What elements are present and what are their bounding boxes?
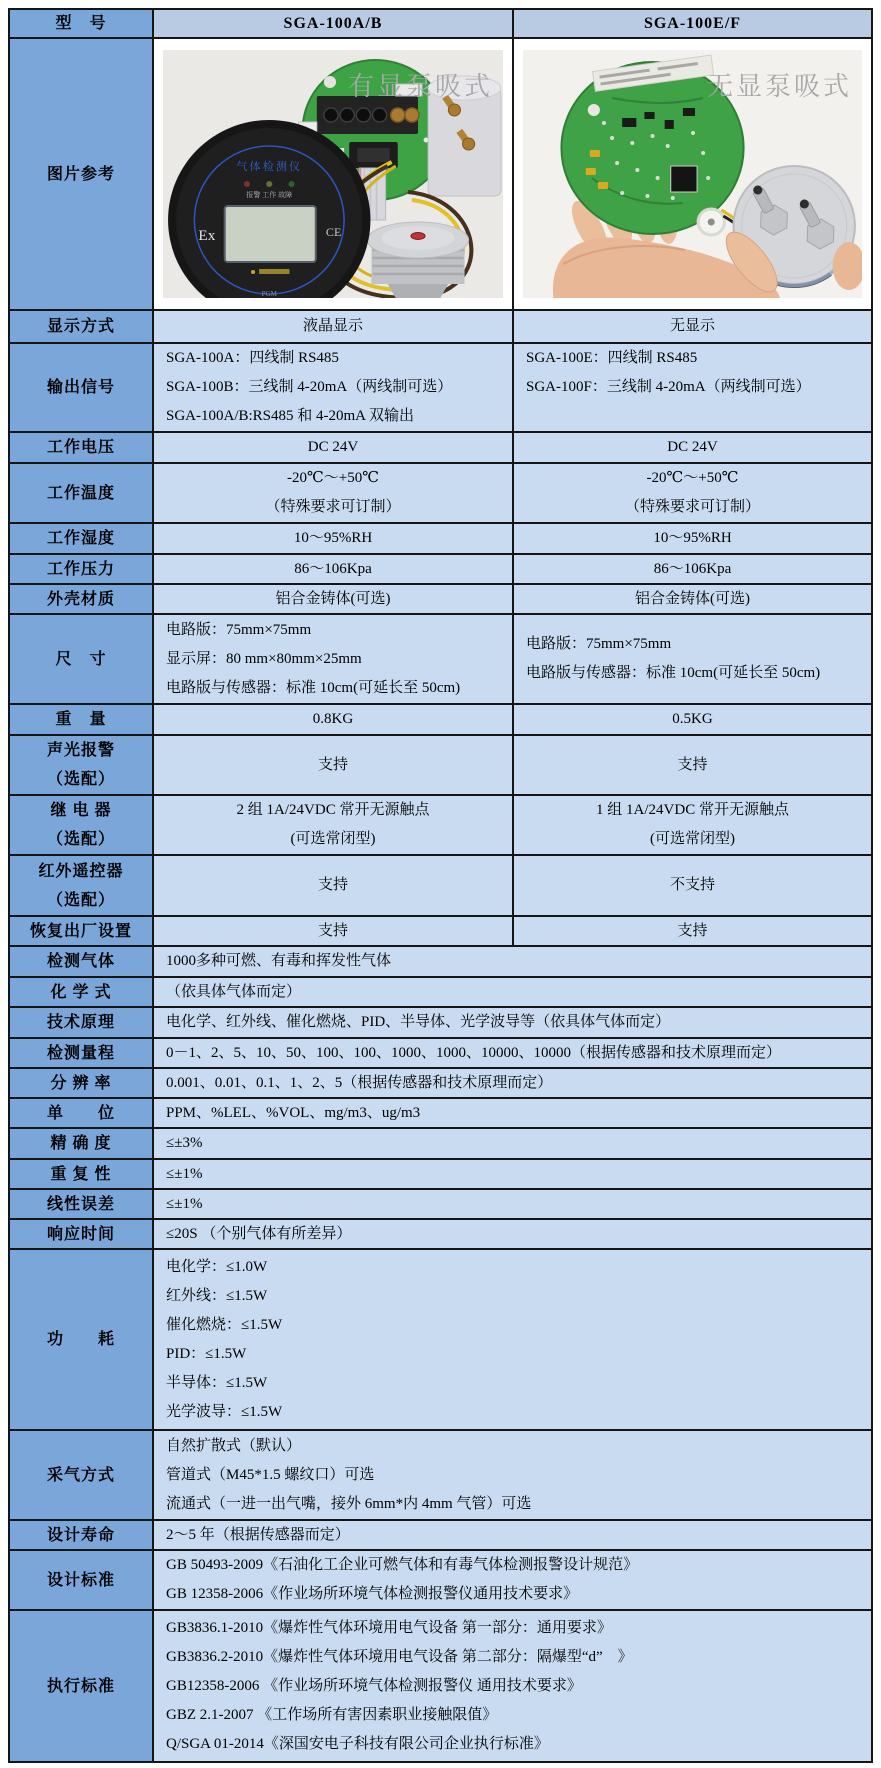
row-pressure-a: 86～106Kpa — [153, 554, 513, 584]
row-display-mode-label: 显示方式 — [9, 310, 153, 343]
detector-title: 气体检测仪 — [236, 161, 303, 173]
output-b-line: SGA-100F：三线制 4-20mA（两线制可选） — [526, 379, 811, 395]
row-resolution — [9, 1068, 872, 1098]
row-chemical-formula-label: 化 学 式 — [9, 977, 153, 1007]
size-a-line: 电路版与传感器：标准 10cm(可延长至 50cm) — [166, 679, 461, 696]
row-ir-remote-b: 不支持 — [513, 855, 872, 916]
row-factory-reset-label: 恢复出厂设置 — [9, 916, 153, 946]
row-repeatability-value: ≤±1% — [153, 1159, 872, 1189]
model-a-header: SGA-100A/B — [153, 9, 513, 38]
photo-cell-a — [153, 38, 513, 310]
row-ir-remote — [9, 855, 872, 916]
size-b-line: 电路版：75mm×75mm — [526, 636, 672, 652]
row-voltage-b: DC 24V — [513, 432, 872, 463]
temperature-line: -20℃～+50℃ — [646, 470, 739, 486]
row-shell-material-label: 外壳材质 — [9, 584, 153, 614]
product-photo-a — [163, 50, 503, 298]
alarm-label-line: （选配） — [46, 771, 115, 788]
row-unit-value: PPM、%LEL、%VOL、mg/m3、ug/m3 — [153, 1098, 872, 1128]
row-temperature-b — [513, 463, 872, 523]
detector-pgm-label: PGM — [261, 290, 277, 298]
alarm-label-line: 声光报警 — [46, 742, 115, 759]
watermark-no-display: 无显泵吸式 — [706, 72, 852, 101]
row-temperature — [9, 463, 872, 523]
row-detected-gases — [9, 946, 872, 977]
row-accuracy-label: 精 确 度 — [9, 1128, 153, 1159]
row-factory-reset-a: 支持 — [153, 916, 513, 946]
row-repeatability-label: 重 复 性 — [9, 1159, 153, 1189]
row-shell-material-a: 铝合金铸体(可选) — [153, 584, 513, 614]
row-humidity — [9, 523, 872, 554]
exec-standard-line: GB12358-2006 《作业场所环境气体检测报警仪 通用技术要求》 — [166, 1677, 582, 1694]
row-voltage-label: 工作电压 — [9, 432, 153, 463]
power-line: 电化学：≤1.0W — [166, 1258, 268, 1275]
row-size — [9, 614, 872, 704]
row-accuracy-value: ≤±3% — [153, 1128, 872, 1159]
row-detection-range-value: 0－1、2、5、10、50、100、100、1000、1000、10000、10000（根据传感器和技术原理而定） — [153, 1038, 872, 1068]
row-response-time — [9, 1219, 872, 1249]
row-power-consumption-label: 功 耗 — [9, 1249, 153, 1430]
row-accuracy — [9, 1128, 872, 1159]
row-exec-standard-value — [153, 1610, 872, 1762]
row-ir-remote-a: 支持 — [153, 855, 513, 916]
row-size-label: 尺 寸 — [9, 614, 153, 704]
relay-a-line: 2 组 1A/24VDC 常开无源触点 — [236, 802, 430, 818]
model-header-label: 型 号 — [9, 9, 153, 38]
sampling-line: 自然扩散式（默认） — [166, 1437, 302, 1454]
row-resolution-label: 分 辨 率 — [9, 1068, 153, 1098]
row-temperature-a — [153, 463, 513, 523]
row-sound-light-alarm-label — [9, 735, 153, 795]
detector-ex-mark: Ex — [198, 228, 216, 244]
power-line: 红外线：≤1.5W — [166, 1287, 268, 1304]
row-humidity-a: 10～95%RH — [153, 523, 513, 554]
row-linearity-error-value: ≤±1% — [153, 1189, 872, 1219]
row-voltage — [9, 432, 872, 463]
power-line: 半导体：≤1.5W — [166, 1374, 268, 1391]
row-exec-standard — [9, 1610, 872, 1762]
row-chemical-formula-value: （依具体气体而定） — [153, 977, 872, 1007]
temperature-line: （特殊要求可订制） — [265, 499, 401, 515]
relay-a-line: (可选常闭型) — [290, 831, 376, 847]
row-weight-label: 重 量 — [9, 704, 153, 735]
row-factory-reset-b: 支持 — [513, 916, 872, 946]
row-ir-remote-label — [9, 855, 153, 916]
row-size-b — [513, 614, 872, 704]
power-line: PID：≤1.5W — [166, 1345, 247, 1362]
row-exec-standard-label: 执行标准 — [9, 1610, 153, 1762]
row-response-time-value: ≤20S （个别气体有所差异） — [153, 1219, 872, 1249]
row-sampling-method-value — [153, 1430, 872, 1520]
row-sound-light-alarm — [9, 735, 872, 795]
photo-row — [9, 38, 872, 310]
row-temperature-label: 工作温度 — [9, 463, 153, 523]
row-tech-principle-label: 技术原理 — [9, 1007, 153, 1038]
row-sound-light-alarm-a: 支持 — [153, 735, 513, 795]
row-relay-a — [153, 795, 513, 855]
temperature-line: （特殊要求可订制） — [624, 499, 760, 515]
output-a-line: SGA-100A/B:RS485 和 4-20mA 双输出 — [166, 408, 414, 424]
row-repeatability — [9, 1159, 872, 1189]
row-humidity-label: 工作湿度 — [9, 523, 153, 554]
row-relay — [9, 795, 872, 855]
row-display-mode-b: 无显示 — [513, 310, 872, 343]
row-pressure-label: 工作压力 — [9, 554, 153, 584]
size-a-line: 电路版：75mm×75mm — [166, 621, 312, 638]
output-a-line: SGA-100A：四线制 RS485 — [166, 350, 339, 366]
row-unit-label: 单 位 — [9, 1098, 153, 1128]
product-photo-b — [523, 50, 862, 298]
row-relay-label — [9, 795, 153, 855]
row-size-a — [153, 614, 513, 704]
row-factory-reset — [9, 916, 872, 946]
row-response-time-label: 响应时间 — [9, 1219, 153, 1249]
row-power-consumption-value — [153, 1249, 872, 1430]
row-tech-principle-value: 电化学、红外线、催化燃烧、PID、半导体、光学波导等（依具体气体而定） — [153, 1007, 872, 1038]
row-detected-gases-value: 1000多种可燃、有毒和挥发性气体 — [153, 946, 872, 977]
row-shell-material-b: 铝合金铸体(可选) — [513, 584, 872, 614]
power-line: 光学波导：≤1.5W — [166, 1403, 283, 1420]
row-display-mode-a: 液晶显示 — [153, 310, 513, 343]
row-tech-principle — [9, 1007, 872, 1038]
row-voltage-a: DC 24V — [153, 432, 513, 463]
relay-label-line: （选配） — [46, 831, 115, 848]
row-weight — [9, 704, 872, 735]
design-standard-line: GB 12358-2006《作业场所环境气体检测报警仪通用技术要求》 — [166, 1586, 579, 1602]
row-shell-material — [9, 584, 872, 614]
row-unit — [9, 1098, 872, 1128]
row-sound-light-alarm-b: 支持 — [513, 735, 872, 795]
row-linearity-error-label: 线性误差 — [9, 1189, 153, 1219]
row-design-standard-value — [153, 1550, 872, 1610]
row-design-standard — [9, 1550, 872, 1610]
row-pressure — [9, 554, 872, 584]
exec-standard-line: GB3836.2-2010《爆炸性气体环境用电气设备 第二部分：隔爆型“d” 》 — [166, 1648, 633, 1665]
watermark-with-display: 有显泵吸式 — [347, 72, 493, 101]
size-a-line: 显示屏：80 mm×80mm×25mm — [166, 650, 362, 667]
output-a-line: SGA-100B：三线制 4-20mA（两线制可选） — [166, 379, 453, 395]
row-display-mode — [9, 310, 872, 343]
exec-standard-line: GB3836.1-2010《爆炸性气体环境用电气设备 第一部分：通用要求》 — [166, 1619, 612, 1636]
sampling-line: 流通式（一进一出气嘴，接外 6mm*内 4mm 气管）可选 — [166, 1495, 532, 1512]
header-row — [9, 9, 872, 38]
row-output-signal-a — [153, 343, 513, 432]
row-detection-range — [9, 1038, 872, 1068]
row-output-signal-label: 输出信号 — [9, 343, 153, 432]
relay-b-line: 1 组 1A/24VDC 常开无源触点 — [596, 802, 789, 818]
exec-standard-line: GBZ 2.1-2007 《工作场所有害因素职业接触限值》 — [166, 1706, 498, 1723]
row-linearity-error — [9, 1189, 872, 1219]
row-power-consumption — [9, 1249, 872, 1430]
sampling-line: 管道式（M45*1.5 螺纹口）可选 — [166, 1466, 375, 1483]
row-chemical-formula — [9, 977, 872, 1007]
output-b-line: SGA-100E：四线制 RS485 — [526, 350, 698, 366]
row-output-signal-b — [513, 343, 872, 432]
row-resolution-value: 0.001、0.01、0.1、1、2、5（根据传感器和技术原理而定） — [153, 1068, 872, 1098]
row-humidity-b: 10～95%RH — [513, 523, 872, 554]
photo-row-label: 图片参考 — [9, 38, 153, 310]
row-relay-b — [513, 795, 872, 855]
row-design-life-label: 设计寿命 — [9, 1520, 153, 1550]
exec-standard-line: Q/SGA 01-2014《深国安电子科技有限公司企业执行标准》 — [166, 1735, 549, 1752]
relay-label-line: 继 电 器 — [50, 802, 112, 819]
row-weight-b: 0.5KG — [513, 704, 872, 735]
design-standard-line: GB 50493-2009《石油化工企业可燃气体和有毒气体检测报警设计规范》 — [166, 1557, 639, 1573]
row-weight-a: 0.8KG — [153, 704, 513, 735]
detector-led-labels: 报警 工作 故障 — [246, 191, 293, 199]
row-design-life-value: 2～5 年（根据传感器而定） — [153, 1520, 872, 1550]
relay-b-line: (可选常闭型) — [650, 831, 735, 847]
spec-table — [8, 8, 873, 1763]
row-pressure-b: 86～106Kpa — [513, 554, 872, 584]
row-design-life — [9, 1520, 872, 1550]
row-design-standard-label: 设计标准 — [9, 1550, 153, 1610]
row-sampling-method — [9, 1430, 872, 1520]
remote-label-line: 红外遥控器 — [38, 862, 124, 880]
row-output-signal — [9, 343, 872, 432]
model-b-header: SGA-100E/F — [513, 9, 872, 38]
detector-ce-mark: CE — [325, 225, 342, 239]
power-line: 催化燃烧：≤1.5W — [166, 1316, 283, 1333]
row-detected-gases-label: 检测气体 — [9, 946, 153, 977]
row-detection-range-label: 检测量程 — [9, 1038, 153, 1068]
temperature-line: -20℃～+50℃ — [286, 470, 379, 486]
size-b-line: 电路版与传感器：标准 10cm(可延长至 50cm) — [526, 665, 821, 681]
remote-label-line: （选配） — [46, 891, 115, 909]
row-sampling-method-label: 采气方式 — [9, 1430, 153, 1520]
photo-cell-b — [513, 38, 872, 310]
